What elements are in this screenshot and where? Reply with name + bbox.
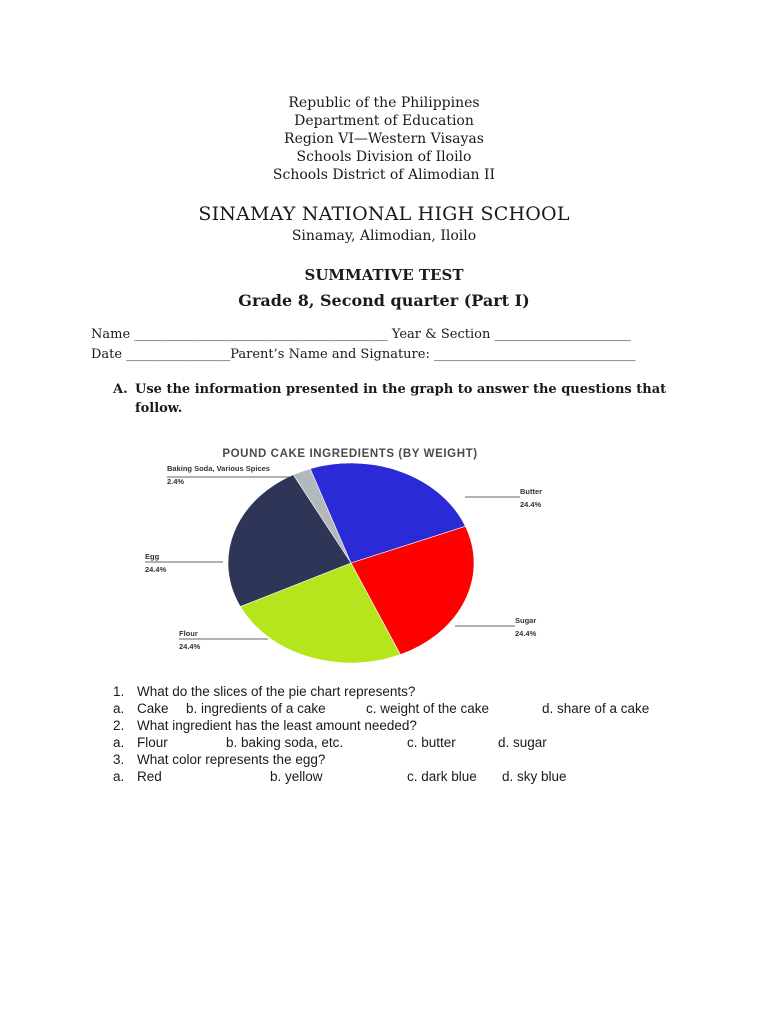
- question-number: 3.: [113, 752, 125, 767]
- choice-c: c. weight of the cake: [366, 701, 490, 716]
- slice-label-baking-soda-various-spices: Baking Soda, Various Spices: [167, 464, 270, 473]
- question-3-choices: [113, 768, 713, 785]
- header-line-division: Schools Division of Iloilo: [296, 149, 472, 165]
- question-1-choices: [113, 700, 713, 717]
- question-number: 2.: [113, 718, 125, 733]
- choice-a: Flour: [137, 735, 168, 750]
- header-line-republic: Republic of the Philippines: [288, 95, 480, 111]
- slice-label-sugar: Sugar: [515, 616, 537, 625]
- choice-d: d. sky blue: [502, 769, 567, 784]
- question-text: What do the slices of the pie chart represents?: [137, 684, 416, 699]
- slice-label-egg: Egg: [145, 552, 160, 561]
- school-name: SINAMAY NATIONAL HIGH SCHOOL: [198, 203, 570, 225]
- date-signature-field: Date ________________Parent’s Name and Signature: _______________________________: [91, 347, 636, 362]
- slice-value-flour: 24.4%: [179, 642, 201, 651]
- choice-d: d. share of a cake: [542, 701, 650, 716]
- question-1: [113, 683, 713, 700]
- name-section-field: Name _______________________________________ Year & Section _____________________: [91, 327, 631, 342]
- instruction-text: Use the information presented in the graph to answer the questions that follow.: [135, 382, 667, 416]
- question-number: 1.: [113, 684, 125, 699]
- choice-letter: a.: [113, 735, 125, 750]
- slice-label-flour: Flour: [179, 629, 198, 638]
- question-2-choices: [113, 734, 713, 751]
- choice-d: d. sugar: [498, 735, 547, 750]
- header-line-department: Department of Education: [294, 113, 474, 129]
- choice-c: c. dark blue: [407, 769, 477, 784]
- choice-a: Cake: [137, 701, 169, 716]
- agency-header: [0, 94, 768, 184]
- slice-value-sugar: 24.4%: [515, 629, 537, 638]
- slice-value-butter: 24.4%: [520, 500, 542, 509]
- choice-letter: a.: [113, 769, 125, 784]
- slice-label-butter: Butter: [520, 487, 543, 496]
- choice-b: b. ingredients of a cake: [186, 701, 326, 716]
- question-list: [113, 683, 713, 785]
- pie-chart: [135, 440, 565, 670]
- instruction-a: [113, 380, 673, 418]
- choice-a: Red: [137, 769, 162, 784]
- slice-value-egg: 24.4%: [145, 565, 167, 574]
- question-text: What ingredient has the least amount needed?: [137, 718, 417, 733]
- choice-b: b. yellow: [270, 769, 323, 784]
- chart-title: POUND CAKE INGREDIENTS (BY WEIGHT): [222, 448, 478, 460]
- test-subtitle: Grade 8, Second quarter (Part I): [238, 291, 530, 310]
- pie-chart-svg: [135, 440, 565, 670]
- choice-c: c. butter: [407, 735, 456, 750]
- instruction-letter: A.: [113, 382, 128, 397]
- slice-value-baking-soda-various-spices: 2.4%: [167, 477, 185, 486]
- school-address: Sinamay, Alimodian, Iloilo: [291, 228, 477, 244]
- test-title: SUMMATIVE TEST: [304, 266, 464, 284]
- header-line-region: Region VI—Western Visayas: [284, 131, 484, 147]
- question-3: [113, 751, 713, 768]
- header-line-district: Schools District of Alimodian II: [272, 167, 496, 183]
- choice-letter: a.: [113, 701, 125, 716]
- question-2: [113, 717, 713, 734]
- choice-b: b. baking soda, etc.: [226, 735, 344, 750]
- question-text: What color represents the egg?: [137, 752, 326, 767]
